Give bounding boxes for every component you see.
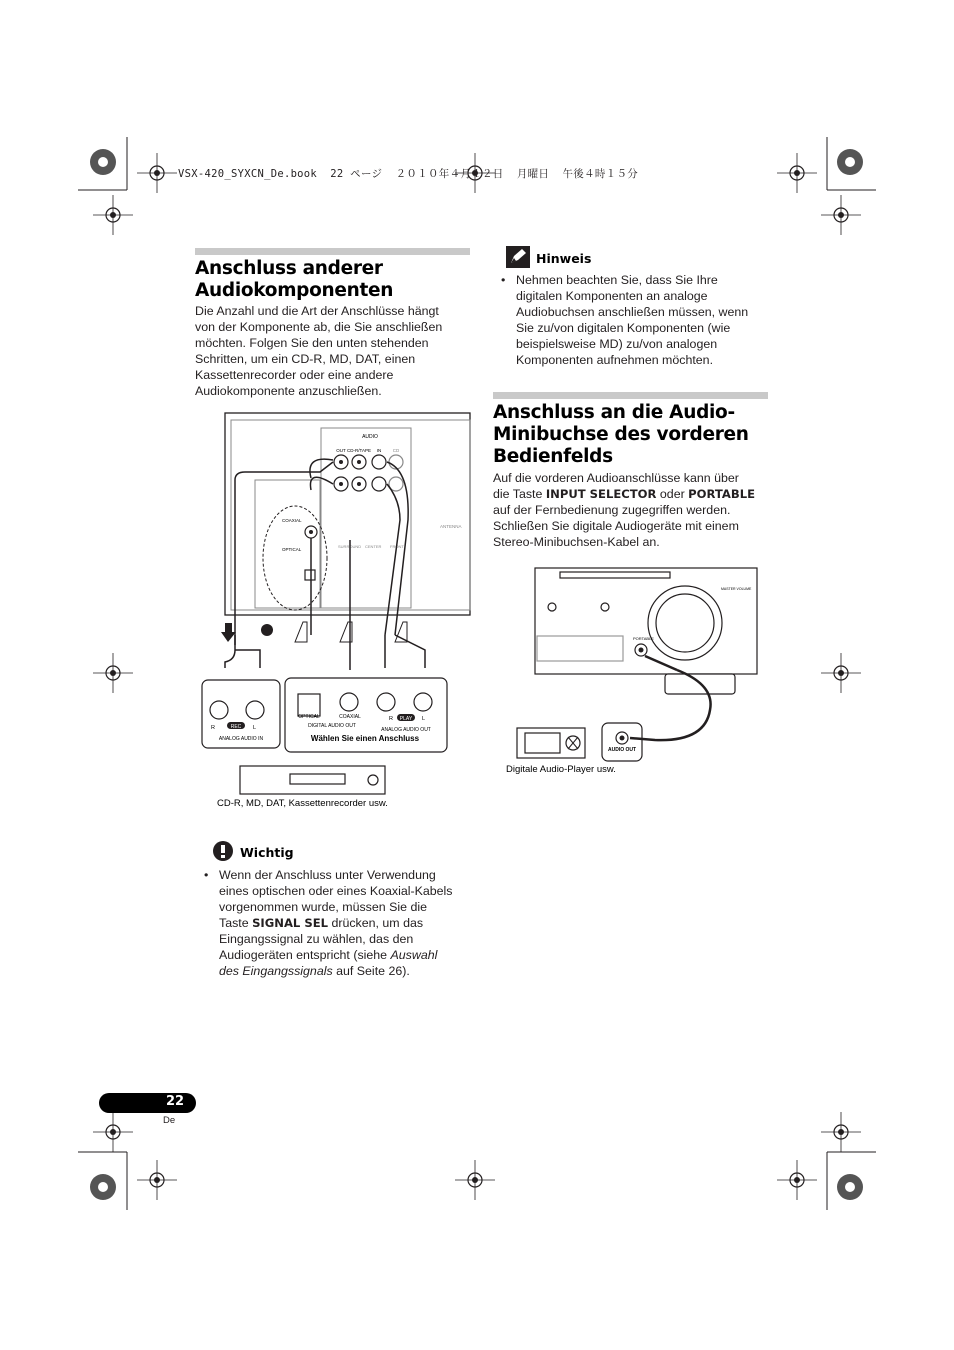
text: Taste	[219, 916, 253, 930]
registration-target-icon	[777, 1160, 817, 1200]
choose-connection-label: Wählen Sie einen Anschluss	[310, 734, 420, 743]
label-in: IN	[376, 448, 382, 453]
play-label: PLAY	[399, 716, 413, 722]
section1-body-line: Audiokomponente anzuschließen.	[195, 384, 382, 398]
label-surround: SURROUND	[338, 544, 362, 549]
text: Audiogeräten entspricht (siehe	[219, 948, 391, 962]
section1-title-line2: Audiokomponenten	[195, 280, 394, 301]
portable-key: PORTABLE	[688, 487, 756, 501]
registration-target-icon	[137, 1160, 177, 1200]
diagram1-caption: CD-R, MD, DAT, Kassettenrecorder usw.	[217, 798, 388, 809]
section1-title-line1: Anschluss anderer	[195, 258, 383, 279]
input-selector-key: INPUT SELECTOR	[545, 487, 657, 501]
coaxial-out-label: COAXIAL	[339, 714, 361, 720]
section1-body-line: möchten. Folgen Sie den unten stehenden	[195, 336, 429, 350]
wichtig-line	[219, 963, 476, 979]
section2-line: Stereo-Minibuchsen-Kabel an.	[493, 535, 660, 549]
text: drücken, um das	[328, 916, 424, 930]
wichtig-bullet	[204, 867, 476, 979]
section1-body-line: Die Anzahl und die Art der Anschlüsse hängt	[195, 304, 439, 318]
registration-target-icon	[93, 1112, 133, 1152]
bullet-dot: •	[204, 868, 209, 882]
registration-target-icon	[821, 195, 861, 235]
wichtig-line	[219, 947, 476, 963]
label-out: OUT	[336, 448, 346, 453]
important-icon	[212, 840, 234, 862]
label-front: FRONT	[390, 544, 404, 549]
hinweis-line: beispielsweise MD) zu/von analogen	[516, 337, 718, 351]
hinweis-bullet	[501, 272, 773, 368]
label-antenna: ANTENNA	[440, 524, 462, 529]
rear-panel-diagram	[195, 410, 475, 815]
registration-target-icon	[137, 153, 177, 193]
section1-title	[195, 258, 475, 302]
wichtig-line: vorgenommen wurde, müssen Sie die	[219, 900, 427, 914]
section2-title-line3: Bedienfelds	[493, 446, 613, 467]
wichtig-line: Eingangssignal zu wählen, das den	[219, 932, 414, 946]
wichtig-title: Wichtig	[240, 845, 294, 860]
registration-target-icon	[821, 653, 861, 693]
optical-out-label: OPTICAL	[298, 714, 320, 720]
right-r-label: R	[389, 716, 393, 722]
rec-label: REC	[230, 724, 242, 730]
print-header: VSX-420_SYXCN_De.book 22 ページ ２０１０年４月１２日 月曜日 午後４時１５分	[178, 168, 639, 180]
hinweis-line: Nehmen beachten Sie, dass Sie Ihre	[516, 273, 718, 287]
audio-out-label: AUDIO OUT	[607, 747, 637, 753]
text: die Taste	[493, 487, 546, 501]
bullet-dot: •	[501, 273, 506, 287]
section-bar	[195, 248, 470, 255]
label-audio: AUDIO	[362, 434, 378, 440]
hinweis-line: digitalen Komponenten an analoge	[516, 289, 708, 303]
diagram2-caption: Digitale Audio-Player usw.	[506, 764, 616, 775]
hinweis-line: Sie zu/von digitalen Komponenten (wie	[516, 321, 731, 335]
registration-target-icon	[777, 153, 817, 193]
label-cd: CD	[392, 448, 400, 453]
label-center: CENTER	[365, 544, 382, 549]
left-l-label: L	[253, 725, 257, 731]
right-l-label: L	[422, 716, 426, 722]
section1-body	[195, 303, 475, 399]
note-icon	[506, 246, 530, 268]
cross-reference[interactable]: des Eingangssignals	[219, 964, 333, 978]
section-bar	[493, 392, 768, 399]
registration-target-icon	[93, 653, 133, 693]
label-optical: OPTICAL	[282, 547, 302, 552]
left-r-label: R	[211, 725, 215, 731]
section2-body	[493, 470, 778, 550]
section2-title-line2: Minibuchse des vorderen	[493, 424, 749, 445]
hinweis-body	[501, 272, 773, 368]
cross-reference[interactable]: Auswahl	[390, 948, 438, 962]
hinweis-title: Hinweis	[536, 251, 592, 266]
analog-audio-in-label: ANALOG AUDIO IN	[218, 736, 264, 742]
section2-title	[493, 402, 773, 468]
label-coaxial: COAXIAL	[282, 518, 302, 523]
master-volume-label: MASTER VOLUME	[721, 587, 752, 591]
registration-target-icon	[93, 195, 133, 235]
front-panel-diagram	[505, 560, 765, 780]
text: oder	[656, 487, 689, 501]
section2-line: auf der Fernbedienung zugegriffen werden.	[493, 503, 731, 517]
hinweis-line: Komponenten aufnehmen möchten.	[516, 353, 714, 367]
section2-line: Auf die vorderen Audioanschlüsse kann über	[493, 471, 739, 485]
signal-sel-key: SIGNAL SEL	[252, 916, 328, 930]
wichtig-line	[219, 915, 476, 931]
digital-audio-out-label: DIGITAL AUDIO OUT	[308, 723, 356, 729]
section1-body-line: Schritten, um ein CD-R, MD, DAT, einen	[195, 352, 416, 366]
wichtig-body	[204, 867, 476, 979]
wichtig-line: eines optischen oder eines Koaxial-Kabels	[219, 884, 453, 898]
label-cdr-tape: CD-R/TAPE	[347, 448, 371, 453]
section2-line	[493, 486, 778, 502]
analog-audio-out-label: ANALOG AUDIO OUT	[381, 727, 431, 733]
hinweis-line: Audiobuchsen anschließen müssen, wenn	[516, 305, 749, 319]
page-language: De	[163, 1115, 176, 1126]
section2-title-line1: Anschluss an die Audio-	[493, 402, 735, 423]
page-number: 22	[165, 1094, 185, 1109]
portable-label: PORTABLE	[633, 636, 654, 641]
wichtig-line: Wenn der Anschluss unter Verwendung	[219, 868, 436, 882]
registration-target-icon	[821, 1112, 861, 1152]
section1-body-line: Kassettenrecorder oder eine andere	[195, 368, 394, 382]
section1-body-line: von der Komponente ab, die Sie anschließen	[195, 320, 443, 334]
section2-line: Schließen Sie digitale Audiogeräte mit einem	[493, 519, 739, 533]
registration-target-icon	[455, 1160, 495, 1200]
text: auf Seite 26).	[332, 964, 410, 978]
